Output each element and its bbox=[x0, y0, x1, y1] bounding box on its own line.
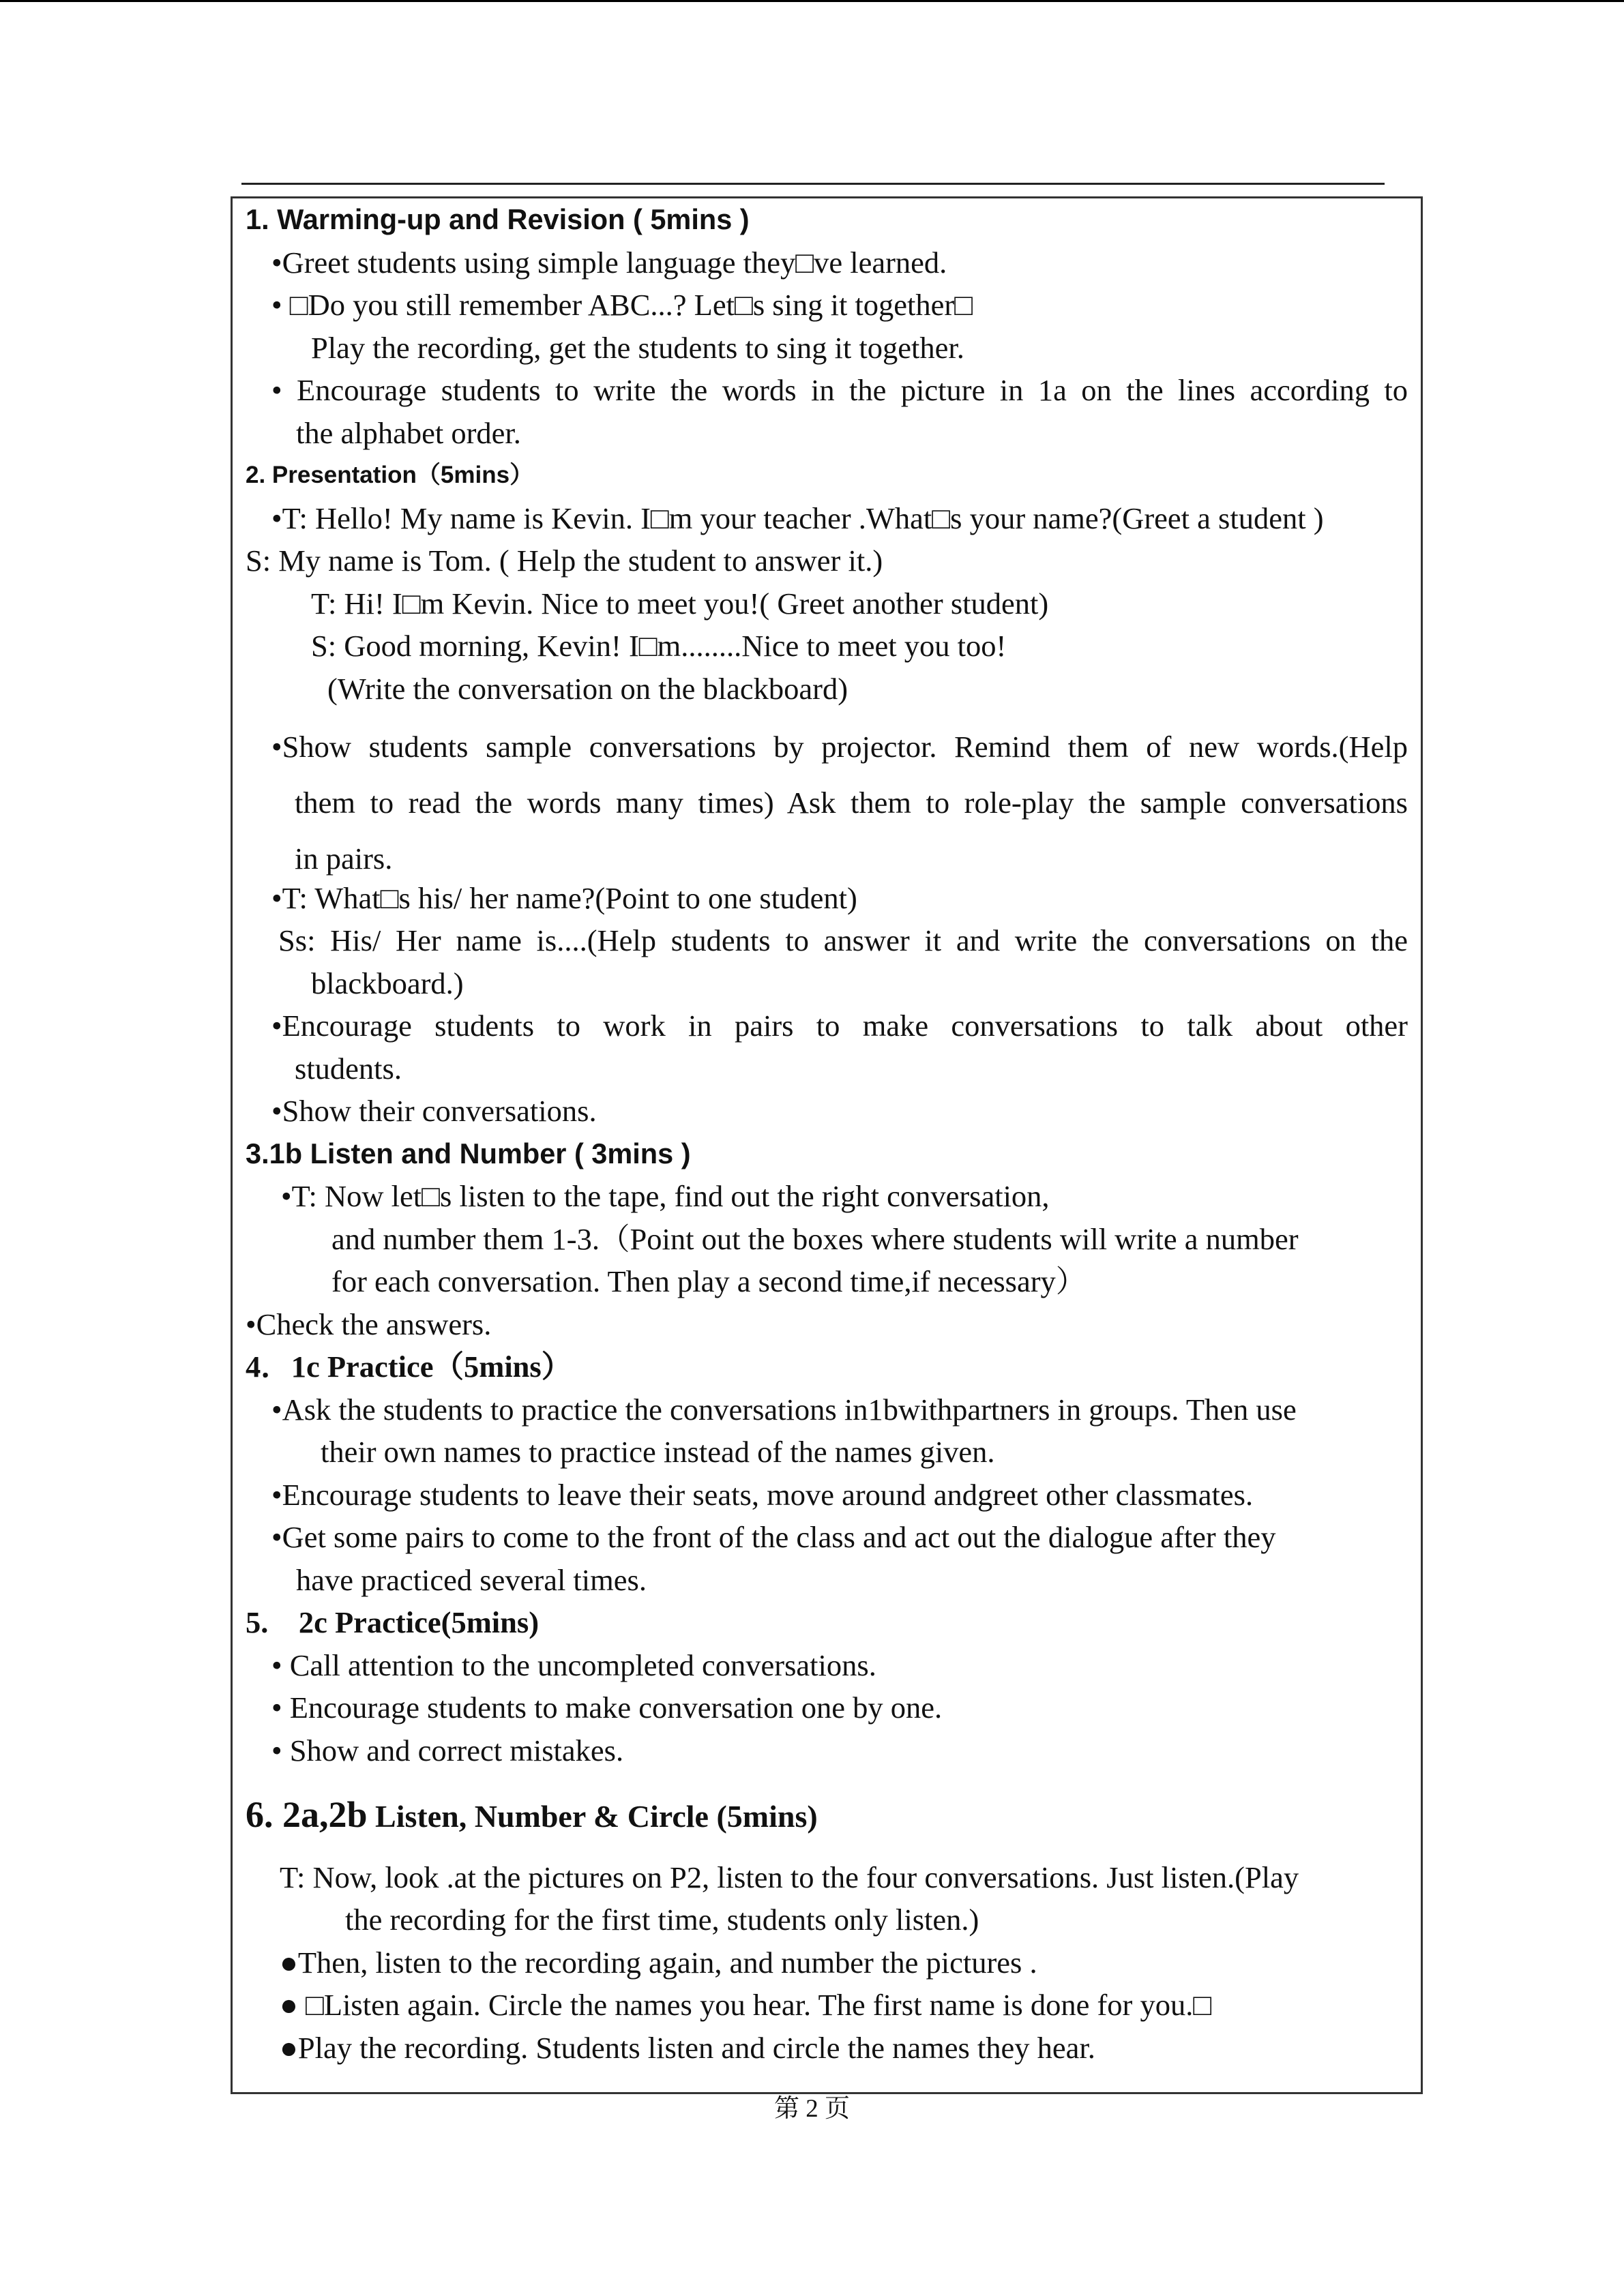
s6-line-3: ●Then, listen to the recording again, and number the pictures . bbox=[280, 1945, 1037, 1980]
s1-line-4: • Encourage students to write the words in the picture in 1a on the lines according to bbox=[271, 373, 1408, 407]
s6-line-4: ● □Listen again. Circle the names you hear. The first name is done for you.□ bbox=[280, 1988, 1212, 2022]
s3-line-2: and number them 1-3.（Point out the boxes where students will write a number bbox=[331, 1222, 1299, 1256]
s5-line-1: • Call attention to the uncompleted conversations. bbox=[271, 1648, 876, 1682]
s6-line-5: ●Play the recording. Students listen and circle the names they hear. bbox=[280, 2031, 1095, 2065]
s5-line-3: • Show and correct mistakes. bbox=[271, 1733, 624, 1768]
s2-line-13: students. bbox=[295, 1052, 402, 1086]
page-number: 第 2 页 bbox=[774, 2095, 850, 2123]
s2-line-11: blackboard.) bbox=[311, 966, 464, 1000]
s2-line-10: Ss: His/ Her name is....(Help students to answer it and write the conversations on the bbox=[278, 923, 1408, 957]
s2-line-5: (Write the conversation on the blackboard) bbox=[327, 672, 848, 706]
s2-line-2: S: My name is Tom. ( Help the student to answer it.) bbox=[246, 543, 883, 578]
section-2-heading: 2. Presentation（5mins） bbox=[246, 462, 534, 488]
s3-line-3: for each conversation. Then play a second time,if necessary） bbox=[331, 1264, 1087, 1298]
section-3-heading: 3.1b Listen and Number ( 3mins ) bbox=[246, 1137, 691, 1169]
s4-line-4: •Get some pairs to come to the front of the class and act out the dialogue after they bbox=[271, 1520, 1276, 1554]
section-4-heading: 4．1c Practice（5mins） bbox=[246, 1350, 572, 1384]
s2-line-14: •Show their conversations. bbox=[271, 1094, 597, 1128]
s2-line-3: T: Hi! I□m Kevin. Nice to meet you!( Greet another student) bbox=[311, 586, 1049, 621]
s4-line-1: •Ask the students to practice the conversations in1bwithpartners in groups. Then use bbox=[271, 1392, 1297, 1427]
s1-line-5: the alphabet order. bbox=[296, 416, 521, 450]
s6-line-1: T: Now, look .at the pictures on P2, listen to the four conversations. Just listen.(Play bbox=[280, 1860, 1299, 1894]
s2-line-9: •T: What□s his/ her name?(Point to one student) bbox=[271, 881, 857, 915]
section-5-heading: 5. 2c Practice(5mins) bbox=[246, 1605, 540, 1639]
s5-line-2: • Encourage students to make conversation one by one. bbox=[271, 1690, 943, 1725]
section-1-heading: 1. Warming-up and Revision ( 5mins ) bbox=[246, 203, 750, 235]
s3-line-1: •T: Now let□s listen to the tape, find out the right conversation, bbox=[281, 1179, 1050, 1213]
s3-line-4: •Check the answers. bbox=[246, 1307, 492, 1341]
s4-line-2: their own names to practice instead of the names given. bbox=[321, 1435, 995, 1469]
s2-line-6: •Show students sample conversations by projector. Remind them of new words.(Help bbox=[271, 730, 1408, 764]
section-6-heading bbox=[246, 1789, 818, 1843]
section-6-heading-num: 6. 2a,2b bbox=[246, 1794, 368, 1835]
s4-line-5: have practiced several times. bbox=[296, 1563, 647, 1597]
s6-line-2: the recording for the first time, students only listen.) bbox=[345, 1903, 979, 1937]
s1-line-1: •Greet students using simple language they□ve learned. bbox=[271, 245, 947, 280]
header-rule bbox=[241, 183, 1385, 185]
s1-line-2: • □Do you still remember ABC...? Let□s sing it together□ bbox=[271, 288, 973, 322]
s2-line-8: in pairs. bbox=[295, 841, 393, 876]
page-top-edge bbox=[0, 0, 1624, 2]
s2-line-1: •T: Hello! My name is Kevin. I□m your teacher .What□s your name?(Greet a student ) bbox=[271, 501, 1324, 535]
s2-line-7: them to read the words many times) Ask them to role-play the sample conversations bbox=[295, 786, 1408, 820]
s2-line-12: •Encourage students to work in pairs to make conversations to talk about other bbox=[271, 1009, 1408, 1043]
s4-line-3: •Encourage students to leave their seats, move around andgreet other classmates. bbox=[271, 1478, 1254, 1512]
s2-line-4: S: Good morning, Kevin! I□m........Nice to meet you too! bbox=[311, 629, 1007, 663]
section-6-heading-rest: Listen, Number & Circle (5mins) bbox=[367, 1799, 818, 1834]
s1-line-3: Play the recording, get the students to sing it together. bbox=[311, 331, 964, 365]
